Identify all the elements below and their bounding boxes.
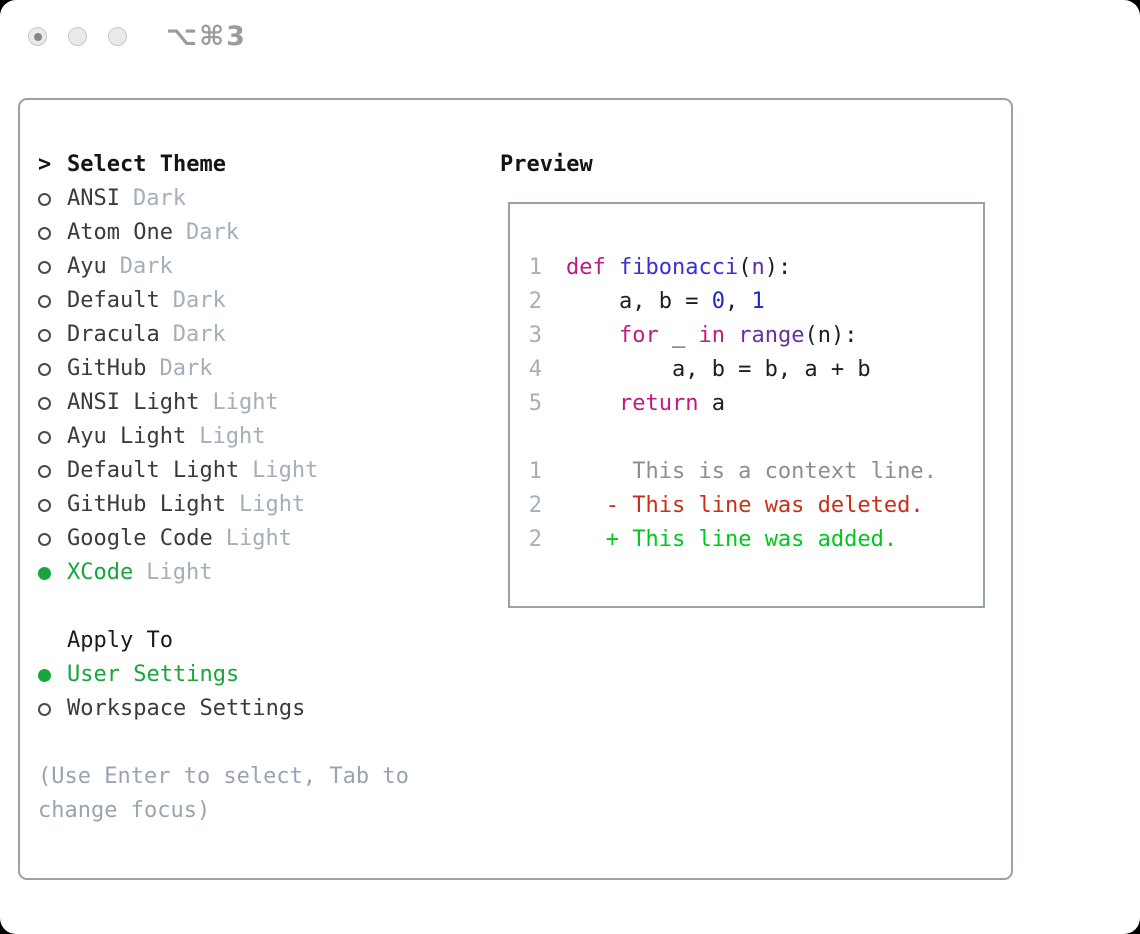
radio-unselected-icon: [38, 397, 51, 410]
item-label: XCode: [67, 560, 134, 585]
code-line: [528, 455, 983, 489]
theme-item-xcode[interactable]: [38, 556, 478, 590]
theme-selector: [38, 148, 478, 828]
item-label: Ayu: [67, 254, 107, 279]
variant-tag: Light: [212, 390, 279, 415]
line-number: 2: [528, 289, 542, 314]
radio-unselected-icon: [38, 533, 51, 546]
code-line: [528, 353, 983, 387]
preview-pane: [508, 202, 985, 608]
line-number: 3: [528, 323, 542, 348]
theme-item-ayu-light[interactable]: [38, 420, 478, 454]
line-number: 2: [528, 493, 542, 518]
theme-item-github-light[interactable]: [38, 488, 478, 522]
apply-to-header: [38, 624, 478, 658]
apply-option-workspace-settings[interactable]: [38, 692, 478, 726]
theme-item-default[interactable]: [38, 284, 478, 318]
radio-selected-icon: [38, 567, 51, 580]
variant-tag: Light: [225, 526, 292, 551]
line-number: 2: [528, 527, 542, 552]
theme-item-ansi-light[interactable]: [38, 386, 478, 420]
theme-selector-header: [38, 148, 478, 182]
item-label: Default: [67, 288, 160, 313]
variant-tag: Light: [199, 424, 266, 449]
theme-list: [38, 182, 478, 590]
item-label: Dracula: [67, 322, 160, 347]
theme-item-github[interactable]: [38, 352, 478, 386]
item-label: Workspace Settings: [67, 696, 306, 721]
item-label: ANSI Light: [67, 390, 200, 415]
item-label: Google Code: [67, 526, 213, 551]
line-content: This is a context line.: [566, 459, 937, 484]
variant-tag: Dark: [172, 288, 226, 313]
item-label: ANSI: [67, 186, 120, 211]
item-label: User Settings: [67, 662, 240, 687]
variant-tag: Dark: [172, 322, 226, 347]
variant-tag: Light: [252, 458, 319, 483]
radio-unselected-icon: [38, 703, 51, 716]
theme-selector-title: Select Theme: [67, 152, 226, 177]
code-line: [528, 489, 983, 523]
radio-unselected-icon: [38, 363, 51, 376]
line-content: def fibonacci(n):: [566, 255, 792, 280]
variant-tag: Light: [146, 560, 213, 585]
radio-unselected-icon: [38, 261, 51, 274]
line-number: 5: [528, 391, 542, 416]
theme-item-default-light[interactable]: [38, 454, 478, 488]
close-button[interactable]: [28, 27, 47, 46]
item-label: Default Light: [67, 458, 240, 483]
code-line: [528, 251, 983, 285]
radio-unselected-icon: [38, 295, 51, 308]
line-number: 1: [528, 459, 542, 484]
radio-unselected-icon: [38, 465, 51, 478]
line-content: a, b = 0, 1: [566, 289, 765, 314]
line-content: a, b = b, a + b: [566, 357, 871, 382]
item-label: Atom One: [67, 220, 173, 245]
radio-unselected-icon: [38, 431, 51, 444]
apply-option-user-settings[interactable]: [38, 658, 478, 692]
item-label: Ayu Light: [67, 424, 187, 449]
variant-tag: Dark: [159, 356, 213, 381]
window-shortcut-label: ⌥⌘3: [166, 21, 247, 52]
code-blank-line: [528, 421, 983, 455]
close-dot-icon: [34, 33, 42, 41]
theme-item-atom-one[interactable]: [38, 216, 478, 250]
line-content: return a: [618, 391, 725, 416]
variant-tag: Dark: [185, 220, 239, 245]
maximize-button[interactable]: [108, 27, 127, 46]
theme-item-ayu[interactable]: [38, 250, 478, 284]
theme-picker-panel: [18, 98, 1013, 880]
line-content: - This line was deleted.: [605, 493, 924, 518]
line-number: 1: [528, 255, 542, 280]
variant-tag: Light: [238, 492, 306, 517]
line-content: for _ in range(n):: [618, 323, 858, 348]
radio-unselected-icon: [38, 499, 51, 512]
theme-item-ansi[interactable]: [38, 182, 478, 216]
prompt-cursor-icon: >: [38, 152, 52, 177]
code-line: [528, 285, 983, 319]
code-line: [528, 523, 983, 557]
spacer: [38, 590, 478, 624]
apply-to-title: Apply To: [67, 628, 173, 653]
line-number: 4: [528, 357, 542, 382]
code-line: [528, 319, 983, 353]
item-label: GitHub: [67, 356, 147, 381]
radio-selected-icon: [38, 669, 51, 682]
titlebar-traffic-lights: [28, 27, 127, 46]
variant-tag: Dark: [132, 186, 186, 211]
minimize-button[interactable]: [68, 27, 87, 46]
code-line: [528, 387, 983, 421]
radio-unselected-icon: [38, 193, 51, 206]
variant-tag: Dark: [119, 254, 173, 279]
theme-item-dracula[interactable]: [38, 318, 478, 352]
radio-unselected-icon: [38, 227, 51, 240]
spacer: [38, 726, 478, 760]
item-label: GitHub Light: [67, 492, 226, 517]
apply-to-list: [38, 658, 478, 726]
radio-unselected-icon: [38, 329, 51, 342]
preview-title: Preview: [500, 152, 593, 177]
line-content: + This line was added.: [605, 527, 898, 552]
help-text: (Use Enter to select, Tab to change focus): [38, 764, 409, 823]
theme-item-google-code[interactable]: [38, 522, 478, 556]
